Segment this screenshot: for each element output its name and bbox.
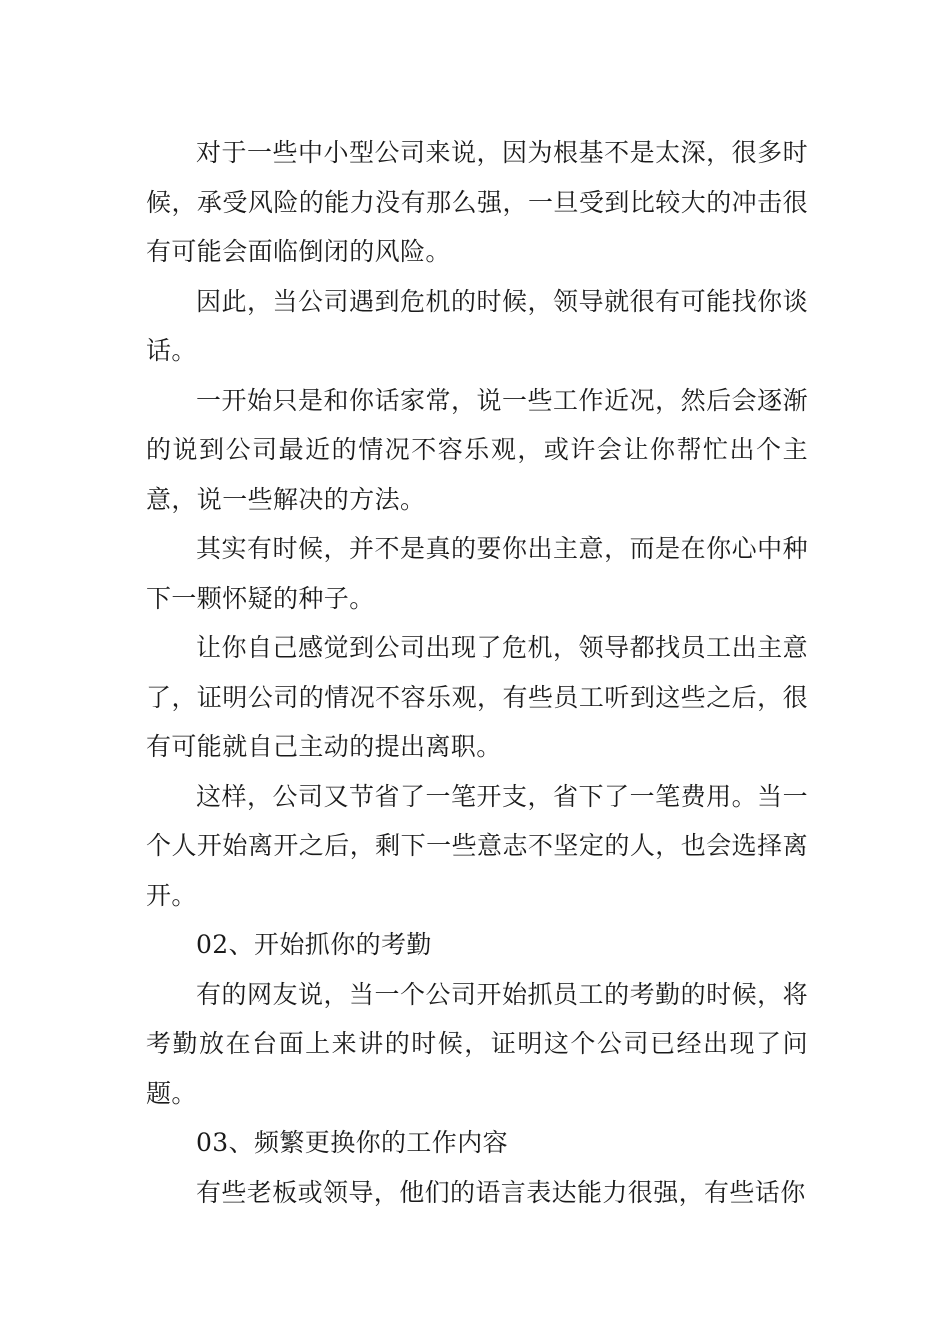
paragraph-4: 其实有时候，并不是真的要你出主意，而是在你心中种下一颗怀疑的种子。 [146, 534, 808, 613]
paragraph-1: 对于一些中小型公司来说，因为根基不是太深，很多时候，承受风险的能力没有那么强，一旦受到比较大的冲击很有可能会面临倒闭的风险。 [146, 138, 808, 266]
paragraph-2: 因此，当公司遇到危机的时候，领导就很有可能找你谈话。 [146, 286, 808, 365]
paragraph-8: 有些老板或领导，他们的语言表达能力很强，有些话你 [196, 1177, 806, 1207]
section-heading-02: 02、开始抓你的考勤 [196, 930, 432, 959]
paragraph-7: 有的网友说，当一个公司开始抓员工的考勤的时候，将考勤放在台面上来讲的时候，证明这个公司已经出现了问题。 [146, 979, 808, 1108]
paragraph-6: 这样，公司又节省了一笔开支，省下了一笔费用。当一个人开始离开之后，剩下一些意志不坚定的人，也会选择离开。 [146, 781, 808, 910]
document-body [146, 128, 808, 1217]
section-heading-03: 03、频繁更换你的工作内容 [196, 1128, 509, 1157]
paragraph-5: 让你自己感觉到公司出现了危机，领导都找员工出主意了，证明公司的情况不容乐观，有些员工听到这些之后，很有可能就自己主动的提出离职。 [146, 633, 808, 761]
paragraph-3: 一开始只是和你话家常，说一些工作近况，然后会逐渐的说到公司最近的情况不容乐观，或许会让你帮忙出个主意，说一些解决的方法。 [146, 385, 808, 514]
